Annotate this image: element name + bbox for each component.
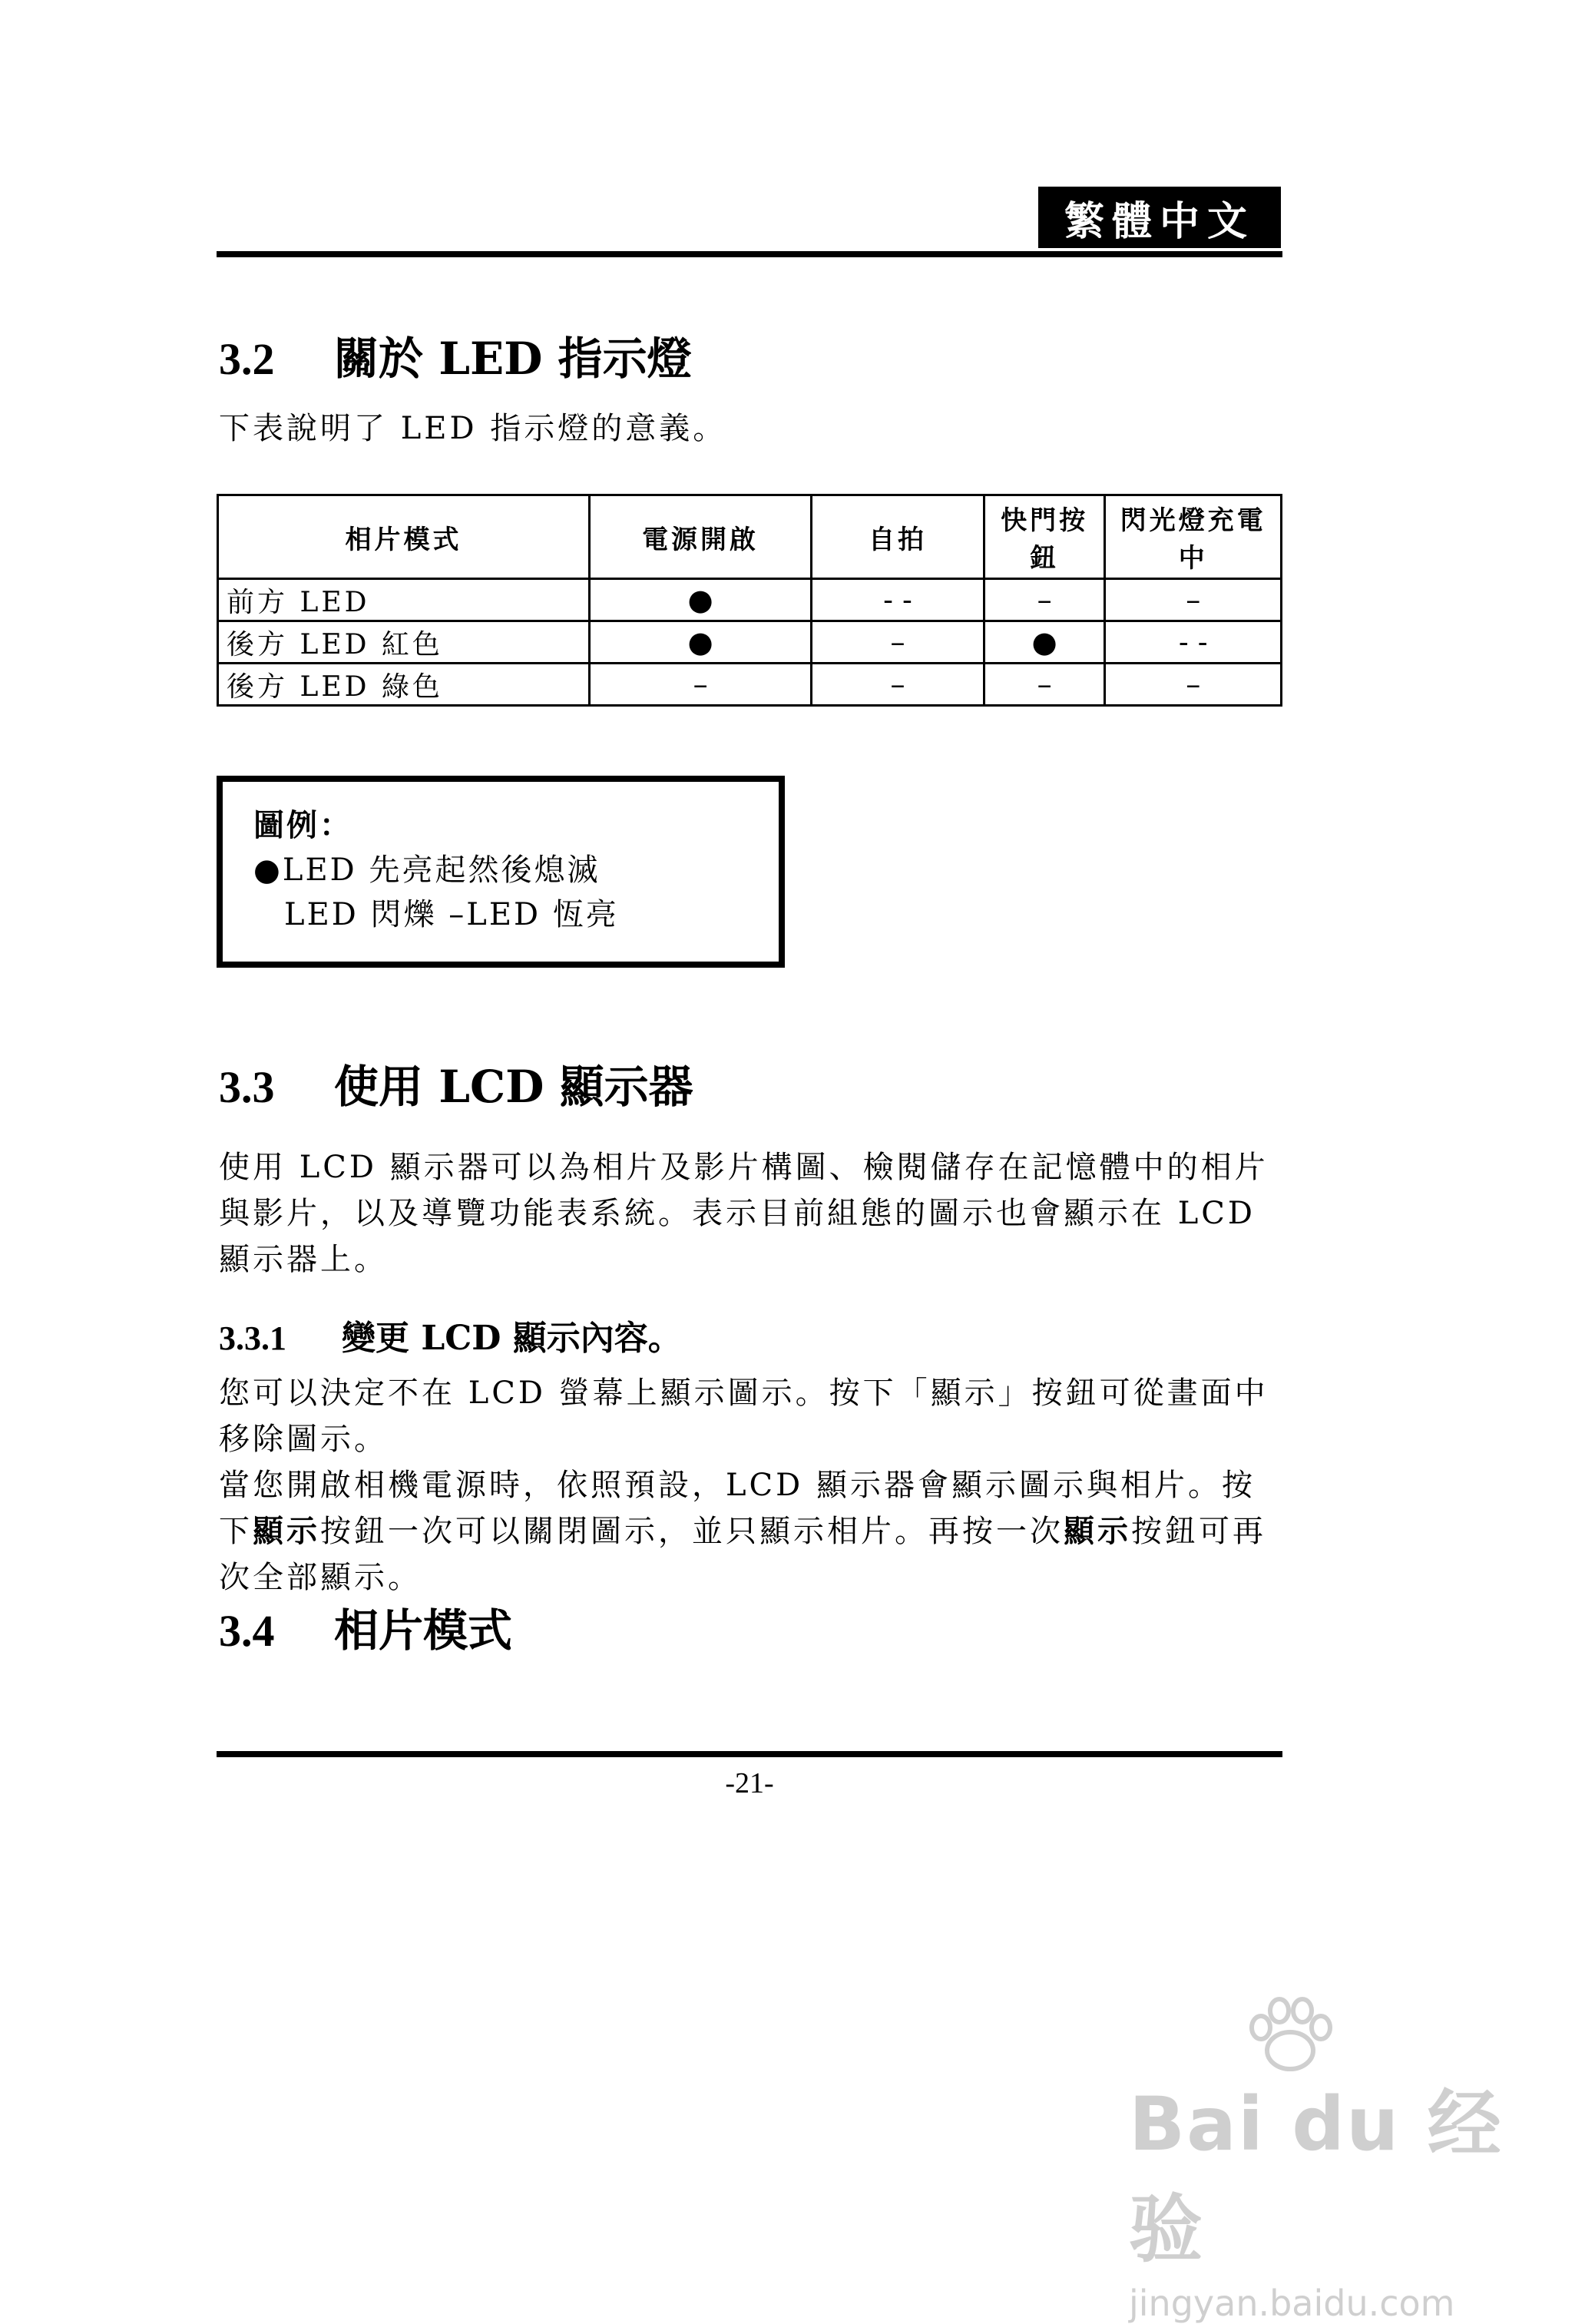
section-number: 3.4 bbox=[219, 1606, 275, 1656]
table-cell: – bbox=[1105, 664, 1282, 706]
table-cell: - - bbox=[812, 579, 984, 621]
text-run: 按鈕一次可以關閉圖示，並只顯示相片。再按一次 bbox=[320, 1514, 1064, 1549]
table-header-row bbox=[218, 495, 1282, 579]
legend-title: 圖例： bbox=[253, 807, 352, 843]
table-intro: 下表說明了 LED 指示燈的意義。 bbox=[219, 411, 727, 446]
bold-term: 顯示 bbox=[253, 1513, 320, 1549]
subsection-para bbox=[219, 1462, 1286, 1601]
table-cell: - - bbox=[1105, 621, 1282, 664]
section-heading-3-4 bbox=[219, 1594, 512, 1659]
table-cell: – bbox=[812, 621, 984, 664]
watermark-url: jingyan.baidu.com bbox=[1129, 2283, 1455, 2324]
legend-line: LED 閃爍 –LED 恆亮 bbox=[284, 897, 619, 932]
section-heading-3-2 bbox=[219, 323, 692, 387]
language-tag: 繁體中文 bbox=[1038, 187, 1281, 248]
table-cell: – bbox=[984, 579, 1105, 621]
col-header-self-timer: 自拍 bbox=[812, 495, 984, 579]
col-header-shutter-button: 快門按鈕 bbox=[984, 495, 1105, 579]
section-title: 關於 LED 指示燈 bbox=[334, 333, 692, 385]
subsection-number: 3.3.1 bbox=[219, 1319, 286, 1357]
table-cell: – bbox=[1105, 579, 1282, 621]
baidu-watermark bbox=[1129, 2012, 1544, 2324]
table-cell: ● bbox=[589, 621, 811, 664]
table-cell: – bbox=[812, 664, 984, 706]
footer-rule bbox=[217, 1751, 1282, 1757]
section-title: 使用 LCD 顯示器 bbox=[334, 1061, 693, 1113]
subsection-para: 您可以決定不在 LCD 螢幕上顯示圖示。按下「顯示」按鈕可從畫面中移除圖示。 bbox=[219, 1376, 1269, 1457]
subsection-title: 變更 LCD 顯示內容。 bbox=[342, 1319, 682, 1358]
row-label: 後方 LED 綠色 bbox=[218, 664, 590, 706]
row-label: 前方 LED bbox=[218, 579, 590, 621]
text-run: 按鈕可再次全部顯示。 bbox=[219, 1514, 1266, 1595]
section-number: 3.3 bbox=[219, 1062, 275, 1112]
led-indicator-table bbox=[217, 494, 1282, 707]
table-row bbox=[218, 579, 1282, 621]
col-header-flash-charging: 閃光燈充電中 bbox=[1105, 495, 1282, 579]
legend-line: ●LED 先亮起然後熄滅 bbox=[253, 852, 601, 888]
header-rule bbox=[217, 251, 1282, 257]
section-title: 相片模式 bbox=[334, 1604, 513, 1657]
page-number: -21- bbox=[725, 1767, 774, 1799]
section-heading-3-3 bbox=[219, 1051, 693, 1115]
table-cell: – bbox=[589, 664, 811, 706]
text-run: 當您開啟相機電源時，依照預設，LCD 顯示器會顯示圖示與相片。按下 bbox=[219, 1468, 1256, 1549]
subsection-heading-3-3-1 bbox=[219, 1310, 682, 1359]
table-cell: ● bbox=[984, 621, 1105, 664]
col-header-power-on: 電源開啟 bbox=[589, 495, 811, 579]
table-cell: ● bbox=[589, 579, 811, 621]
paw-icon bbox=[1244, 1997, 1336, 2074]
section-body: 使用 LCD 顯示器可以為相片及影片構圖、檢閱儲存在記憶體中的相片與影片，以及導覽功能表系統。表示目前組態的圖示也會顯示在 LCD 顯示器上。 bbox=[219, 1150, 1269, 1277]
table-row bbox=[218, 664, 1282, 706]
table-row bbox=[218, 621, 1282, 664]
section-number: 3.2 bbox=[219, 334, 275, 384]
col-header-photo-mode: 相片模式 bbox=[218, 495, 590, 579]
legend-box bbox=[217, 776, 785, 968]
watermark-logo: Bai du 经验 bbox=[1129, 2081, 1503, 2273]
table-cell: – bbox=[984, 664, 1105, 706]
row-label: 後方 LED 紅色 bbox=[218, 621, 590, 664]
bold-term: 顯示 bbox=[1064, 1513, 1131, 1549]
